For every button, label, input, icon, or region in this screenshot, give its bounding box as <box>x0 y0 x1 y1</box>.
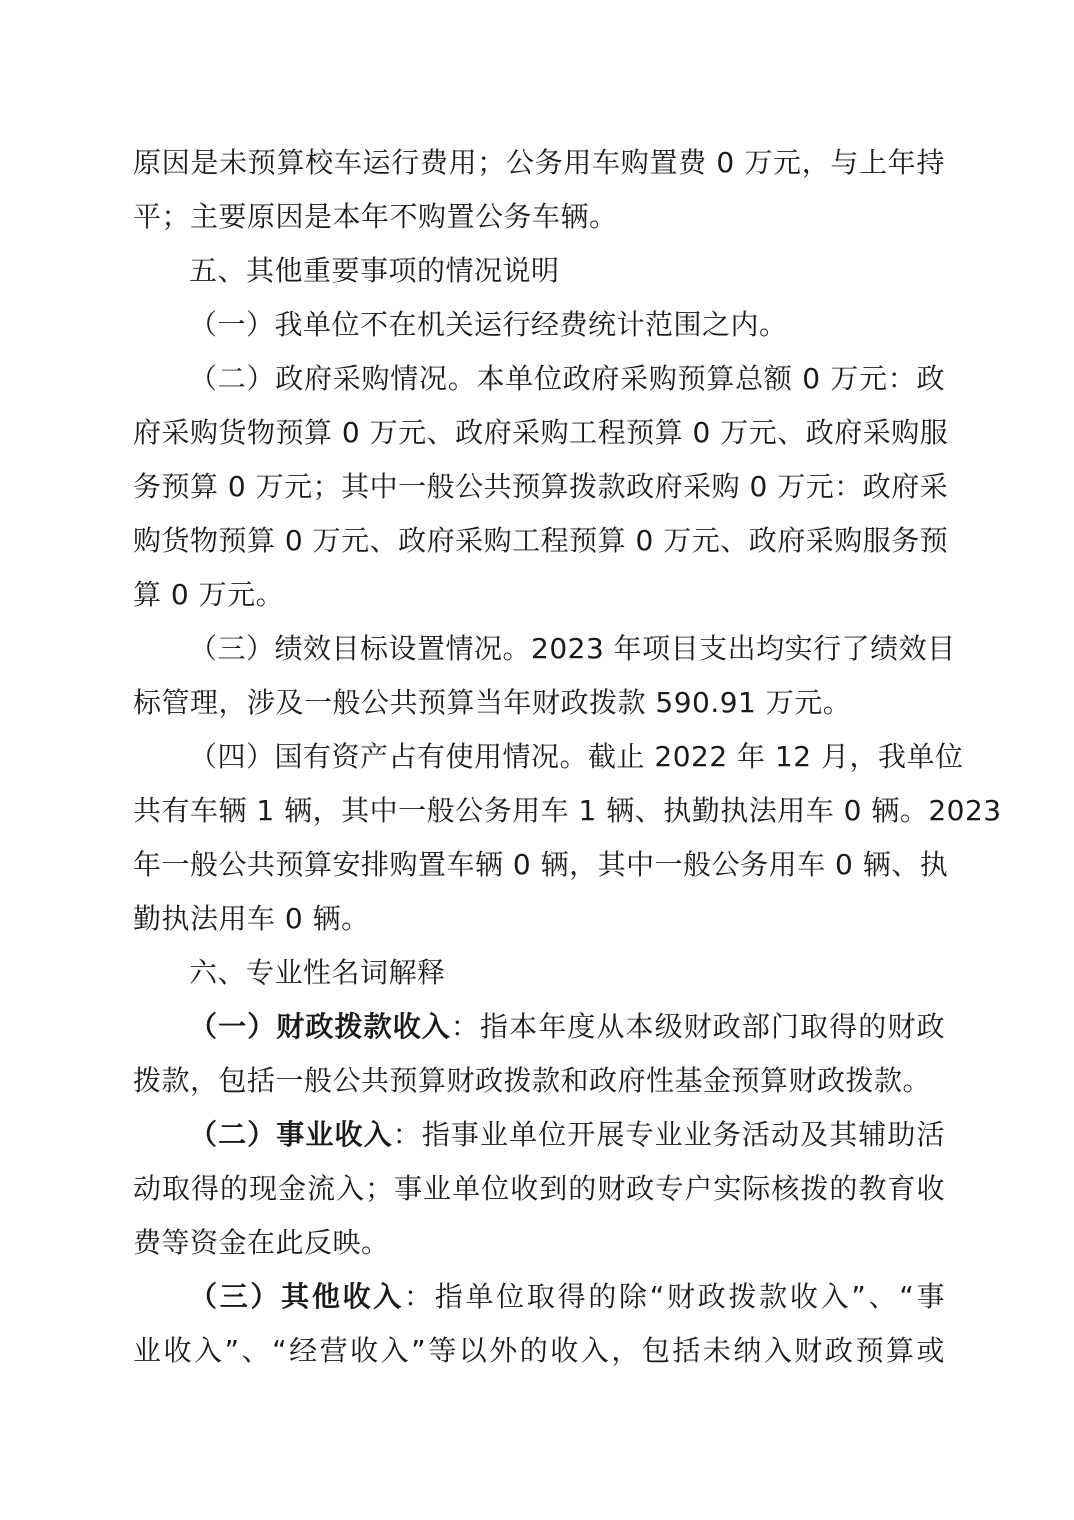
paragraph-line: 共有车辆 1 辆，其中一般公务用车 1 辆、执勤执法用车 0 辆。2023 <box>133 794 1002 827</box>
term-definition-line <box>133 1000 945 1054</box>
paragraph-line: 业收入”、“经营收入”等以外的收入，包括未纳入财政预算或 <box>133 1334 945 1367</box>
paragraph-line: 购货物预算 0 万元、政府采购工程预算 0 万元、政府采购服务预 <box>133 524 949 557</box>
document-page <box>133 136 1002 1378</box>
paragraph-line: 算 0 万元。 <box>133 578 285 611</box>
paragraph-line: 平；主要原因是本年不购置公务车辆。 <box>133 200 618 233</box>
term-text: 指单位取得的除“财政拨款收入”、“事 <box>434 1280 945 1313</box>
paragraph-line: （一）我单位不在机关运行经费统计范围之内。 <box>189 308 788 341</box>
term-colon: ： <box>392 1118 422 1151</box>
section-heading-6: 六、专业性名词解释 <box>189 956 446 989</box>
term-definition-line <box>133 1270 945 1324</box>
paragraph-line: 动取得的现金流入；事业单位收到的财政专户实际核拨的教育收 <box>133 1172 945 1205</box>
paragraph-line: 拨款，包括一般公共预算财政拨款和政府性基金预算财政拨款。 <box>133 1064 932 1097</box>
paragraph-line: （二）政府采购情况。本单位政府采购预算总额 0 万元：政 <box>189 362 945 395</box>
paragraph-line: 费等资金在此反映。 <box>133 1226 390 1259</box>
term-label: （一）财政拨款收入 <box>189 1010 451 1043</box>
paragraph-line: （四）国有资产占有使用情况。截止 2022 年 12 月，我单位 <box>189 740 964 773</box>
paragraph-line: 标管理，涉及一般公共预算当年财政拨款 590.91 万元。 <box>133 686 852 719</box>
term-label: （三）其他收入 <box>189 1280 405 1313</box>
term-definition-line <box>133 1108 945 1162</box>
paragraph-line: 年一般公共预算安排购置车辆 0 辆，其中一般公务用车 0 辆、执 <box>133 848 949 881</box>
section-heading-5: 五、其他重要事项的情况说明 <box>189 254 560 287</box>
paragraph-line: 府采购货物预算 0 万元、政府采购工程预算 0 万元、政府采购服 <box>133 416 949 449</box>
term-colon: ： <box>450 1010 480 1043</box>
paragraph-line: 务预算 0 万元；其中一般公共预算拨款政府采购 0 万元：政府采 <box>133 470 949 503</box>
term-colon: ： <box>404 1280 435 1313</box>
paragraph-line: 勤执法用车 0 辆。 <box>133 902 370 935</box>
term-text: 指本年度从本级财政部门取得的财政 <box>480 1010 945 1043</box>
term-text: 指事业单位开展专业业务活动及其辅助活 <box>421 1118 945 1151</box>
paragraph-line: 原因是未预算校车运行费用；公务用车购置费 0 万元，与上年持 <box>133 146 945 179</box>
term-label: （二）事业收入 <box>189 1118 393 1151</box>
paragraph-line: （三）绩效目标设置情况。2023 年项目支出均实行了绩效目 <box>189 632 956 665</box>
